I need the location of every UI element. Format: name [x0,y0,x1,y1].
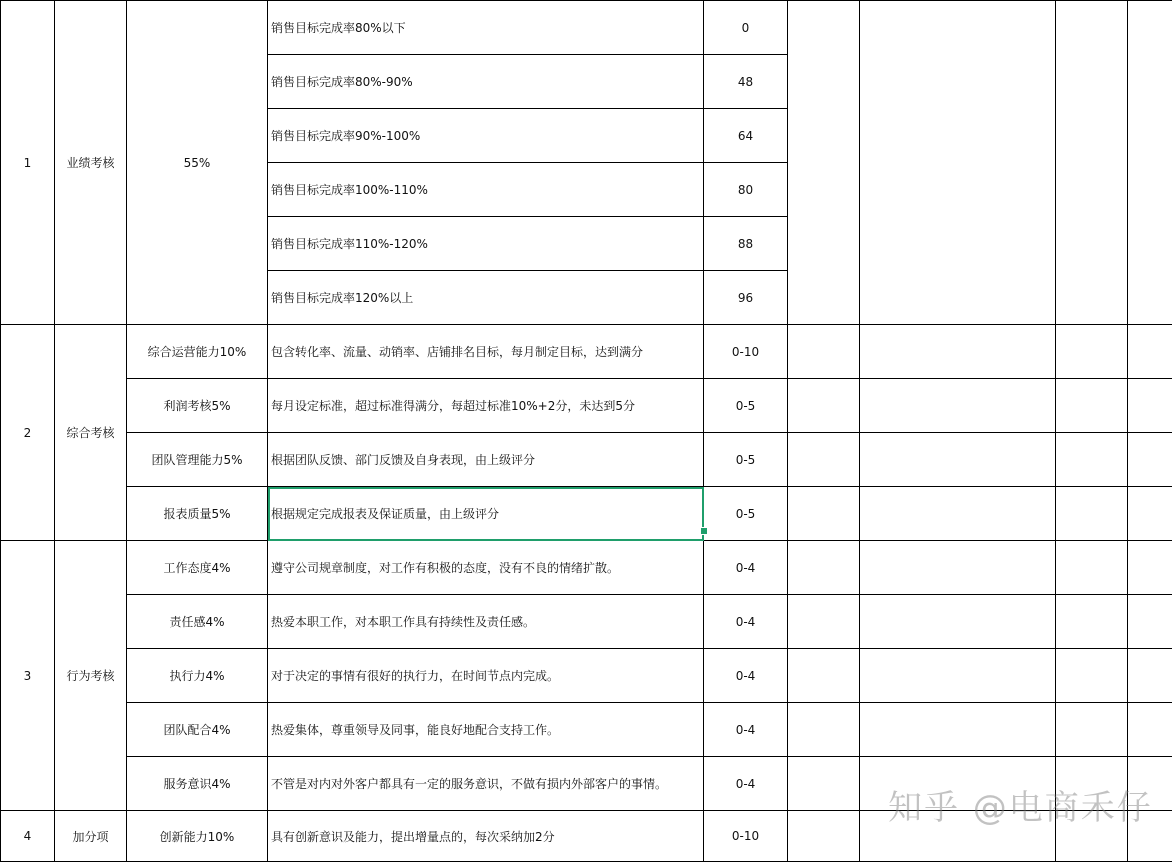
description-cell[interactable]: 遵守公司规章制度，对工作有积极的态度，没有不良的情绪扩散。 [268,541,704,595]
blank-cell[interactable] [1056,487,1128,541]
item-cell[interactable]: 执行力4% [127,649,268,703]
description-cell[interactable]: 销售目标完成率80%以下 [268,1,704,55]
blank-cell[interactable] [1128,649,1172,703]
blank-cell[interactable] [860,595,1056,649]
group-number-cell[interactable]: 4 [1,811,55,862]
blank-cell[interactable] [788,325,860,379]
group-name-cell[interactable]: 加分项 [55,811,127,862]
description-cell[interactable]: 销售目标完成率120%以上 [268,271,704,325]
blank-cell[interactable] [788,541,860,595]
group-weight-cell[interactable]: 55% [127,1,268,325]
score-cell[interactable]: 80 [704,163,788,217]
blank-cell[interactable] [1128,703,1172,757]
blank-cell[interactable] [788,1,860,325]
score-cell[interactable]: 0-5 [704,379,788,433]
item-cell[interactable]: 团队管理能力5% [127,433,268,487]
item-cell[interactable]: 团队配合4% [127,703,268,757]
group-number-cell[interactable]: 3 [1,541,55,811]
blank-cell[interactable] [788,703,860,757]
group-name-cell[interactable]: 业绩考核 [55,1,127,325]
blank-cell[interactable] [1128,811,1172,862]
blank-cell[interactable] [788,379,860,433]
group-name-cell[interactable]: 行为考核 [55,541,127,811]
score-cell[interactable]: 0-5 [704,487,788,541]
blank-cell[interactable] [1056,811,1128,862]
score-cell[interactable]: 88 [704,217,788,271]
blank-cell[interactable] [1056,703,1128,757]
blank-cell[interactable] [788,757,860,811]
score-cell[interactable]: 96 [704,271,788,325]
blank-cell[interactable] [860,703,1056,757]
blank-cell[interactable] [860,433,1056,487]
item-cell[interactable]: 服务意识4% [127,757,268,811]
item-cell[interactable]: 责任感4% [127,595,268,649]
description-cell[interactable]: 销售目标完成率110%-120% [268,217,704,271]
blank-cell[interactable] [1056,379,1128,433]
blank-cell[interactable] [860,325,1056,379]
group-name-cell[interactable]: 综合考核 [55,325,127,541]
blank-cell[interactable] [1056,433,1128,487]
group-number-cell[interactable]: 1 [1,1,55,325]
description-cell[interactable]: 具有创新意识及能力，提出增量点的，每次采纳加2分 [268,811,704,862]
blank-cell[interactable] [860,757,1056,811]
blank-cell[interactable] [1128,1,1172,325]
blank-cell[interactable] [788,433,860,487]
description-cell[interactable]: 销售目标完成率80%-90% [268,55,704,109]
item-cell[interactable]: 综合运营能力10% [127,325,268,379]
blank-cell[interactable] [1128,541,1172,595]
blank-cell[interactable] [860,649,1056,703]
blank-cell[interactable] [1128,433,1172,487]
blank-cell[interactable] [1056,325,1128,379]
description-cell[interactable]: 不管是对内对外客户都具有一定的服务意识，不做有损内外部客户的事情。 [268,757,704,811]
watermark-text: 知乎 @电商禾仔 [888,780,1153,829]
description-cell[interactable]: 销售目标完成率90%-100% [268,109,704,163]
blank-cell[interactable] [788,487,860,541]
blank-cell[interactable] [788,811,860,862]
blank-cell[interactable] [1128,379,1172,433]
score-cell[interactable]: 48 [704,55,788,109]
score-cell[interactable]: 0-4 [704,703,788,757]
description-cell[interactable]: 对于决定的事情有很好的执行力，在时间节点内完成。 [268,649,704,703]
blank-cell[interactable] [1128,487,1172,541]
item-cell[interactable]: 工作态度4% [127,541,268,595]
description-cell[interactable]: 销售目标完成率100%-110% [268,163,704,217]
score-cell[interactable]: 0-10 [704,325,788,379]
description-cell[interactable]: 热爱集体，尊重领导及同事，能良好地配合支持工作。 [268,703,704,757]
blank-cell[interactable] [860,811,1056,862]
score-cell[interactable]: 0-4 [704,541,788,595]
score-cell[interactable]: 0-4 [704,595,788,649]
blank-cell[interactable] [788,595,860,649]
blank-cell[interactable] [1056,595,1128,649]
score-cell[interactable]: 0-4 [704,757,788,811]
item-cell[interactable]: 报表质量5% [127,487,268,541]
score-cell[interactable]: 0-10 [704,811,788,862]
score-cell[interactable]: 64 [704,109,788,163]
blank-cell[interactable] [860,379,1056,433]
blank-cell[interactable] [1128,595,1172,649]
selected-cell[interactable]: 根据规定完成报表及保证质量，由上级评分 [268,487,704,541]
blank-cell[interactable] [1056,757,1128,811]
blank-cell[interactable] [1056,649,1128,703]
score-cell[interactable]: 0 [704,1,788,55]
blank-cell[interactable] [1128,757,1172,811]
blank-cell[interactable] [788,649,860,703]
description-cell[interactable]: 热爱本职工作，对本职工作具有持续性及责任感。 [268,595,704,649]
item-cell[interactable]: 利润考核5% [127,379,268,433]
score-cell[interactable]: 0-5 [704,433,788,487]
blank-cell[interactable] [1056,541,1128,595]
blank-cell[interactable] [860,1,1056,325]
fill-handle[interactable] [700,527,708,535]
group-number-cell[interactable]: 2 [1,325,55,541]
blank-cell[interactable] [1056,1,1128,325]
description-cell[interactable]: 根据团队反馈、部门反馈及自身表现，由上级评分 [268,433,704,487]
blank-cell[interactable] [1128,325,1172,379]
description-cell[interactable]: 每月设定标准，超过标准得满分，每超过标准10%+2分，未达到5分 [268,379,704,433]
blank-cell[interactable] [860,487,1056,541]
score-cell[interactable]: 0-4 [704,649,788,703]
description-cell[interactable]: 包含转化率、流量、动销率、店铺排名目标，每月制定目标，达到满分 [268,325,704,379]
blank-cell[interactable] [860,541,1056,595]
item-cell[interactable]: 创新能力10% [127,811,268,862]
